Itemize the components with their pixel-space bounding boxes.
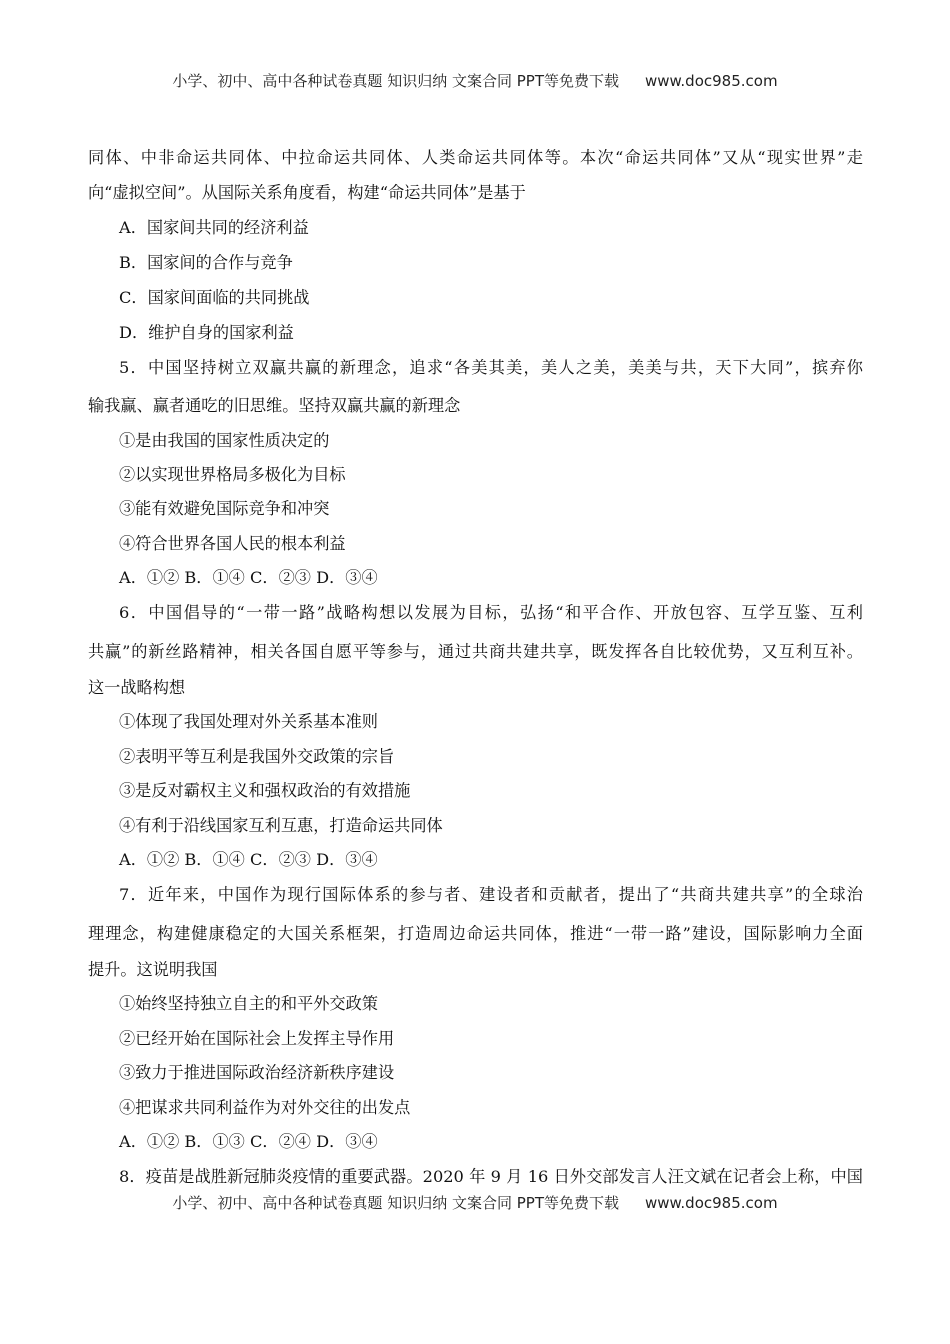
footer-url[interactable]: www.doc985.com bbox=[644, 1194, 778, 1212]
q6-item-3: ③是反对霸权主义和强权政治的有效措施 bbox=[119, 781, 411, 800]
q6-item-2: ②表明平等互利是我国外交政策的宗旨 bbox=[119, 747, 395, 766]
page-header bbox=[0, 70, 950, 91]
q6-item-4: ④有利于沿线国家互利互惠，打造命运共同体 bbox=[119, 816, 443, 835]
q4-option-d: D．维护自身的国家利益 bbox=[119, 323, 294, 342]
q8-stem-line-1: 8．疫苗是战胜新冠肺炎疫情的重要武器。2020 年 9 月 16 日外交部发言人汪文斌在记者会上称，中国 bbox=[119, 1167, 863, 1186]
q6-stem-line-3: 这一战略构想 bbox=[88, 678, 186, 697]
q6-stem-line-2: 共赢”的新丝路精神，相关各国自愿平等参与，通过共商共建共享，既发挥各自比较优势，又互利互补。 bbox=[88, 642, 863, 661]
q4-continuation-line-1: 同体、中非命运共同体、中拉命运共同体、人类命运共同体等。本次“命运共同体”又从“现实世界”走 bbox=[88, 148, 863, 167]
header-url[interactable]: www.doc985.com bbox=[644, 72, 778, 90]
q5-item-1: ①是由我国的国家性质决定的 bbox=[119, 431, 330, 450]
footer-text: 小学、初中、高中各种试卷真题 知识归纳 文案合同 PPT等免费下载 bbox=[172, 1194, 619, 1212]
q4-option-c: C．国家间面临的共同挑战 bbox=[119, 288, 310, 307]
q5-stem-line-2: 输我赢、赢者通吃的旧思维。坚持双赢共赢的新理念 bbox=[88, 396, 461, 415]
q4-option-b: B．国家间的合作与竞争 bbox=[119, 253, 293, 272]
q6-answer-options: A．①② B．①④ C．②③ D．③④ bbox=[119, 850, 378, 869]
q7-item-3: ③致力于推进国际政治经济新秩序建设 bbox=[119, 1063, 395, 1082]
q7-item-1: ①始终坚持独立自主的和平外交政策 bbox=[119, 994, 378, 1013]
page-footer bbox=[0, 1192, 950, 1213]
q6-stem-line-1: 6．中国倡导的“一带一路”战略构想以发展为目标，弘扬“和平合作、开放包容、互学互鉴、互利 bbox=[119, 603, 863, 622]
q7-item-2: ②已经开始在国际社会上发挥主导作用 bbox=[119, 1029, 395, 1048]
q7-item-4: ④把谋求共同利益作为对外交往的出发点 bbox=[119, 1098, 411, 1117]
q5-answer-options: A．①② B．①④ C．②③ D．③④ bbox=[119, 568, 378, 587]
q6-item-1: ①体现了我国处理对外关系基本准则 bbox=[119, 712, 378, 731]
q7-answer-options: A．①② B．①③ C．②④ D．③④ bbox=[119, 1132, 378, 1151]
q5-item-4: ④符合世界各国人民的根本利益 bbox=[119, 534, 346, 553]
q5-stem-line-1: 5．中国坚持树立双赢共赢的新理念，追求“各美其美，美人之美，美美与共，天下大同”，摈弃你 bbox=[119, 358, 863, 377]
q4-continuation-line-2: 向“虚拟空间”。从国际关系角度看，构建“命运共同体”是基于 bbox=[88, 183, 526, 202]
q7-stem-line-2: 理理念，构建健康稳定的大国关系框架，打造周边命运共同体，推进“一带一路”建设，国际影响力全面 bbox=[88, 924, 863, 943]
q5-item-3: ③能有效避免国际竞争和冲突 bbox=[119, 499, 330, 518]
q7-stem-line-1: 7．近年来，中国作为现行国际体系的参与者、建设者和贡献者，提出了“共商共建共享”的全球治 bbox=[119, 885, 863, 904]
q4-option-a: A．国家间共同的经济利益 bbox=[119, 218, 309, 237]
q7-stem-line-3: 提升。这说明我国 bbox=[88, 960, 218, 979]
q5-item-2: ②以实现世界格局多极化为目标 bbox=[119, 465, 346, 484]
header-text: 小学、初中、高中各种试卷真题 知识归纳 文案合同 PPT等免费下载 bbox=[172, 72, 619, 90]
